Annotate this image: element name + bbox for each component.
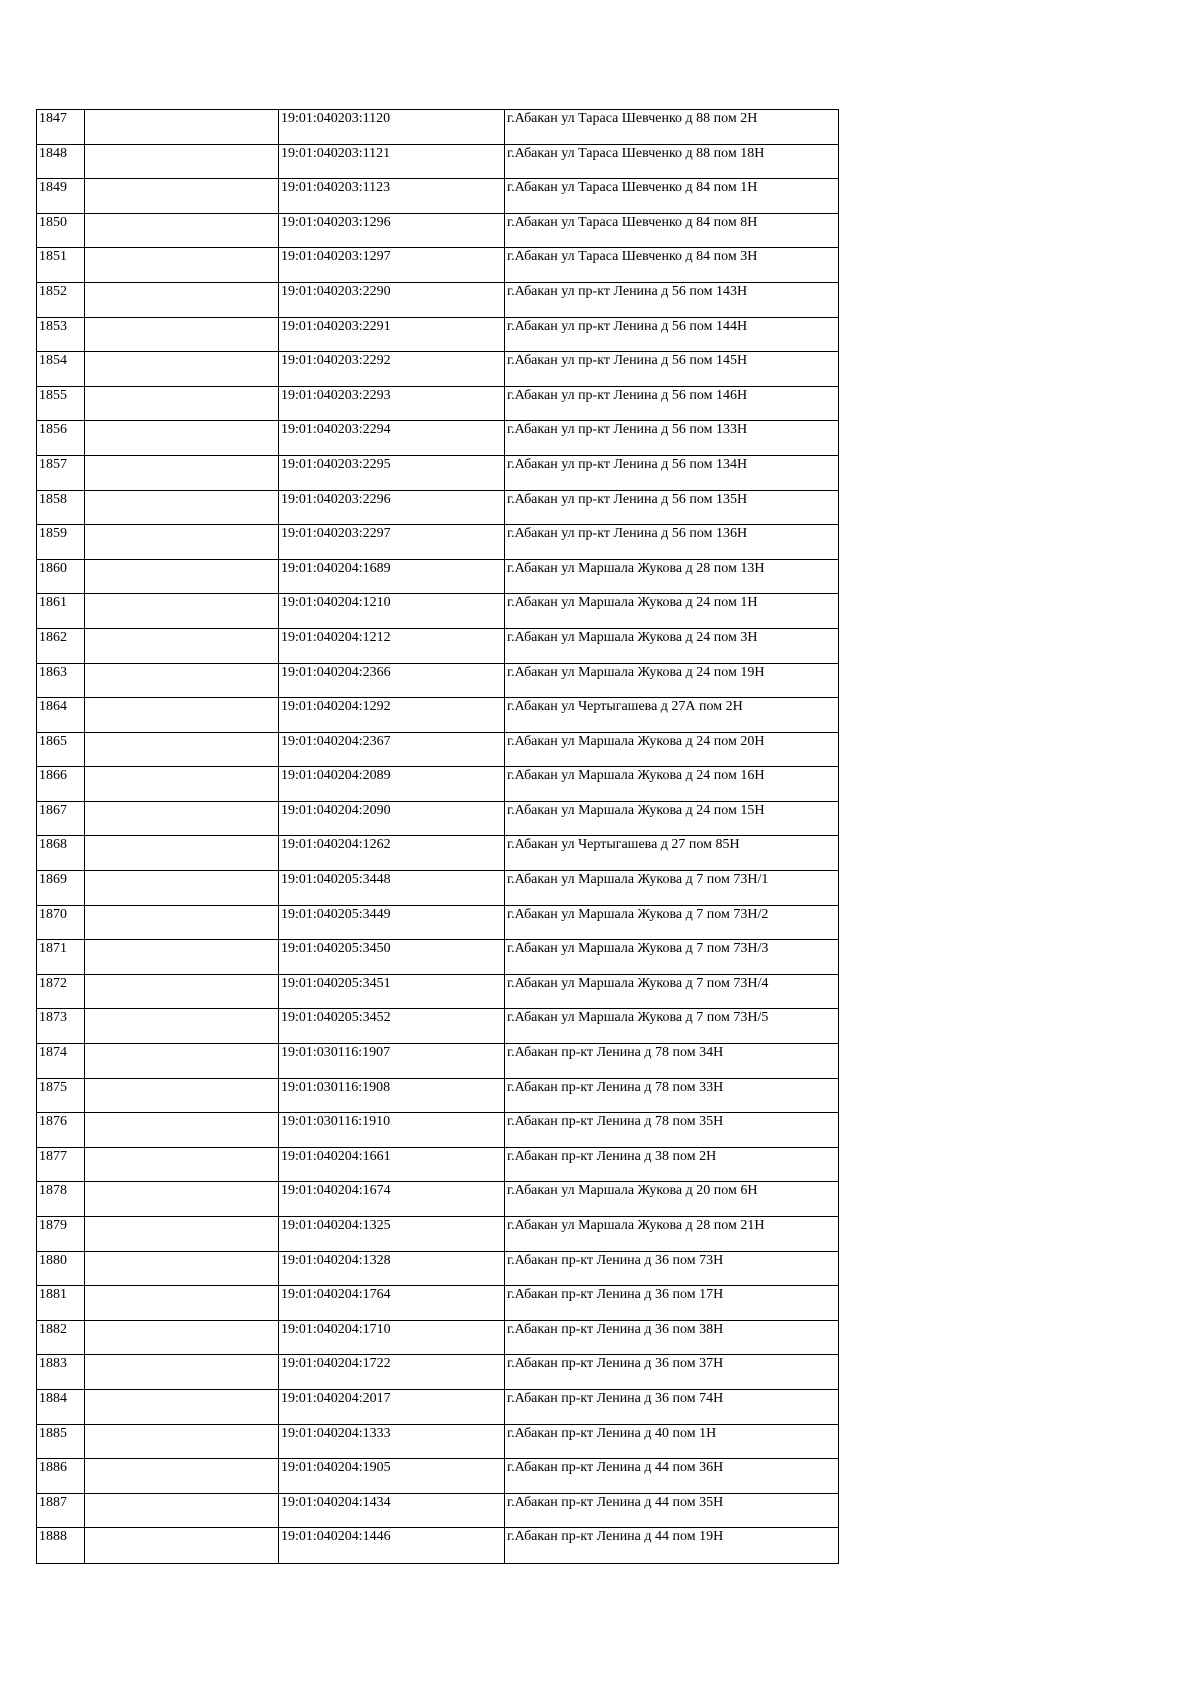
row-number-cell: 1873 [37, 1009, 85, 1044]
table-row [37, 905, 839, 940]
owner-cell [85, 628, 279, 663]
cadastral-number-cell: 19:01:040203:1296 [279, 213, 505, 248]
owner-cell [85, 1286, 279, 1321]
address-cell: г.Абакан ул Тараса Шевченко д 84 пом 3Н [505, 248, 839, 283]
owner-cell [85, 871, 279, 906]
row-number-cell: 1887 [37, 1493, 85, 1528]
row-number-cell: 1867 [37, 801, 85, 836]
table-row [37, 110, 839, 145]
address-cell: г.Абакан ул Чертыгашева д 27А пом 2Н [505, 698, 839, 733]
owner-cell [85, 525, 279, 560]
cadastral-number-cell: 19:01:040204:2367 [279, 732, 505, 767]
row-number-cell: 1874 [37, 1044, 85, 1079]
address-cell: г.Абакан пр-кт Ленина д 44 пом 19Н [505, 1528, 839, 1564]
owner-cell [85, 1182, 279, 1217]
address-cell: г.Абакан ул Маршала Жукова д 28 пом 21Н [505, 1217, 839, 1252]
row-number-cell: 1871 [37, 940, 85, 975]
owner-cell [85, 179, 279, 214]
owner-cell [85, 1459, 279, 1494]
address-cell: г.Абакан ул пр-кт Ленина д 56 пом 135Н [505, 490, 839, 525]
table-row [37, 1182, 839, 1217]
address-cell: г.Абакан ул Тараса Шевченко д 84 пом 8Н [505, 213, 839, 248]
table-row [37, 179, 839, 214]
table-row [37, 1044, 839, 1079]
address-cell: г.Абакан ул Маршала Жукова д 7 пом 73Н/2 [505, 905, 839, 940]
row-number-cell: 1857 [37, 455, 85, 490]
cadastral-number-cell: 19:01:040205:3451 [279, 974, 505, 1009]
cadastral-number-cell: 19:01:040204:1674 [279, 1182, 505, 1217]
cadastral-number-cell: 19:01:040204:1262 [279, 836, 505, 871]
row-number-cell: 1872 [37, 974, 85, 1009]
owner-cell [85, 1528, 279, 1564]
row-number-cell: 1876 [37, 1113, 85, 1148]
owner-cell [85, 248, 279, 283]
cadastral-number-cell: 19:01:040204:1905 [279, 1459, 505, 1494]
table-row [37, 628, 839, 663]
address-cell: г.Абакан пр-кт Ленина д 36 пом 38Н [505, 1320, 839, 1355]
cadastral-number-cell: 19:01:040203:2293 [279, 386, 505, 421]
cadastral-number-cell: 19:01:040205:3448 [279, 871, 505, 906]
table-row [37, 1424, 839, 1459]
row-number-cell: 1856 [37, 421, 85, 456]
table-row [37, 352, 839, 387]
owner-cell [85, 940, 279, 975]
cadastral-number-cell: 19:01:040204:1434 [279, 1493, 505, 1528]
owner-cell [85, 1044, 279, 1079]
cadastral-number-cell: 19:01:040204:1212 [279, 628, 505, 663]
address-cell: г.Абакан пр-кт Ленина д 40 пом 1Н [505, 1424, 839, 1459]
table-row [37, 386, 839, 421]
owner-cell [85, 801, 279, 836]
address-cell: г.Абакан ул Чертыгашева д 27 пом 85Н [505, 836, 839, 871]
table-row [37, 1217, 839, 1252]
address-cell: г.Абакан ул Маршала Жукова д 7 пом 73Н/5 [505, 1009, 839, 1044]
row-number-cell: 1865 [37, 732, 85, 767]
address-cell: г.Абакан пр-кт Ленина д 44 пом 36Н [505, 1459, 839, 1494]
owner-cell [85, 1424, 279, 1459]
address-cell: г.Абакан пр-кт Ленина д 78 пом 34Н [505, 1044, 839, 1079]
row-number-cell: 1860 [37, 559, 85, 594]
address-cell: г.Абакан ул пр-кт Ленина д 56 пом 145Н [505, 352, 839, 387]
owner-cell [85, 1493, 279, 1528]
cadastral-number-cell: 19:01:040203:2290 [279, 282, 505, 317]
owner-cell [85, 110, 279, 145]
owner-cell [85, 213, 279, 248]
cadastral-number-cell: 19:01:040203:1123 [279, 179, 505, 214]
owner-cell [85, 1147, 279, 1182]
row-number-cell: 1862 [37, 628, 85, 663]
address-cell: г.Абакан ул Маршала Жукова д 24 пом 15Н [505, 801, 839, 836]
address-cell: г.Абакан ул Тараса Шевченко д 88 пом 2Н [505, 110, 839, 145]
cadastral-number-cell: 19:01:040204:1764 [279, 1286, 505, 1321]
owner-cell [85, 698, 279, 733]
owner-cell [85, 317, 279, 352]
row-number-cell: 1847 [37, 110, 85, 145]
owner-cell [85, 767, 279, 802]
row-number-cell: 1888 [37, 1528, 85, 1564]
row-number-cell: 1882 [37, 1320, 85, 1355]
row-number-cell: 1870 [37, 905, 85, 940]
table-row [37, 1355, 839, 1390]
owner-cell [85, 732, 279, 767]
address-cell: г.Абакан ул Маршала Жукова д 24 пом 3Н [505, 628, 839, 663]
address-cell: г.Абакан пр-кт Ленина д 38 пом 2Н [505, 1147, 839, 1182]
row-number-cell: 1879 [37, 1217, 85, 1252]
address-cell: г.Абакан ул пр-кт Ленина д 56 пом 146Н [505, 386, 839, 421]
table-row [37, 1493, 839, 1528]
address-cell: г.Абакан пр-кт Ленина д 36 пом 73Н [505, 1251, 839, 1286]
table-row [37, 698, 839, 733]
address-cell: г.Абакан ул Маршала Жукова д 7 пом 73Н/1 [505, 871, 839, 906]
table-row [37, 282, 839, 317]
cadastral-number-cell: 19:01:040205:3450 [279, 940, 505, 975]
address-cell: г.Абакан ул пр-кт Ленина д 56 пом 133Н [505, 421, 839, 456]
address-cell: г.Абакан ул пр-кт Ленина д 56 пом 136Н [505, 525, 839, 560]
owner-cell [85, 1009, 279, 1044]
row-number-cell: 1869 [37, 871, 85, 906]
owner-cell [85, 1320, 279, 1355]
table-row [37, 490, 839, 525]
address-cell: г.Абакан ул Тараса Шевченко д 88 пом 18Н [505, 144, 839, 179]
registry-table-body [37, 110, 839, 1564]
row-number-cell: 1877 [37, 1147, 85, 1182]
table-row [37, 1251, 839, 1286]
table-row [37, 559, 839, 594]
row-number-cell: 1875 [37, 1078, 85, 1113]
owner-cell [85, 421, 279, 456]
address-cell: г.Абакан пр-кт Ленина д 44 пом 35Н [505, 1493, 839, 1528]
cadastral-number-cell: 19:01:040204:1325 [279, 1217, 505, 1252]
owner-cell [85, 1217, 279, 1252]
cadastral-number-cell: 19:01:040203:2295 [279, 455, 505, 490]
address-cell: г.Абакан ул Тараса Шевченко д 84 пом 1Н [505, 179, 839, 214]
cadastral-number-cell: 19:01:040204:1722 [279, 1355, 505, 1390]
address-cell: г.Абакан пр-кт Ленина д 78 пом 33Н [505, 1078, 839, 1113]
table-row [37, 1286, 839, 1321]
owner-cell [85, 282, 279, 317]
owner-cell [85, 836, 279, 871]
table-row [37, 1389, 839, 1424]
address-cell: г.Абакан ул пр-кт Ленина д 56 пом 143Н [505, 282, 839, 317]
address-cell: г.Абакан ул Маршала Жукова д 24 пом 1Н [505, 594, 839, 629]
address-cell: г.Абакан ул Маршала Жукова д 7 пом 73Н/3 [505, 940, 839, 975]
cadastral-number-cell: 19:01:040204:2017 [279, 1389, 505, 1424]
table-row [37, 213, 839, 248]
table-row [37, 317, 839, 352]
owner-cell [85, 490, 279, 525]
table-row [37, 732, 839, 767]
owner-cell [85, 559, 279, 594]
row-number-cell: 1866 [37, 767, 85, 802]
row-number-cell: 1884 [37, 1389, 85, 1424]
table-row [37, 594, 839, 629]
table-row [37, 525, 839, 560]
cadastral-number-cell: 19:01:040203:2292 [279, 352, 505, 387]
cadastral-number-cell: 19:01:040204:1292 [279, 698, 505, 733]
owner-cell [85, 594, 279, 629]
owner-cell [85, 1078, 279, 1113]
table-row [37, 1009, 839, 1044]
cadastral-number-cell: 19:01:040203:1120 [279, 110, 505, 145]
table-row [37, 455, 839, 490]
address-cell: г.Абакан пр-кт Ленина д 36 пом 74Н [505, 1389, 839, 1424]
address-cell: г.Абакан пр-кт Ленина д 36 пом 37Н [505, 1355, 839, 1390]
address-cell: г.Абакан пр-кт Ленина д 36 пом 17Н [505, 1286, 839, 1321]
address-cell: г.Абакан ул Маршала Жукова д 24 пом 20Н [505, 732, 839, 767]
row-number-cell: 1878 [37, 1182, 85, 1217]
owner-cell [85, 1251, 279, 1286]
cadastral-number-cell: 19:01:040204:1333 [279, 1424, 505, 1459]
cadastral-number-cell: 19:01:040204:1710 [279, 1320, 505, 1355]
cadastral-number-cell: 19:01:040203:1121 [279, 144, 505, 179]
address-cell: г.Абакан ул пр-кт Ленина д 56 пом 144Н [505, 317, 839, 352]
table-row [37, 940, 839, 975]
table-row [37, 974, 839, 1009]
table-row [37, 1078, 839, 1113]
owner-cell [85, 386, 279, 421]
cadastral-number-cell: 19:01:040203:2291 [279, 317, 505, 352]
row-number-cell: 1852 [37, 282, 85, 317]
table-row [37, 767, 839, 802]
cadastral-number-cell: 19:01:040203:1297 [279, 248, 505, 283]
table-row [37, 1459, 839, 1494]
property-registry-table [36, 109, 839, 1564]
row-number-cell: 1861 [37, 594, 85, 629]
cadastral-number-cell: 19:01:040203:2294 [279, 421, 505, 456]
cadastral-number-cell: 19:01:040204:1661 [279, 1147, 505, 1182]
table-row [37, 1320, 839, 1355]
address-cell: г.Абакан пр-кт Ленина д 78 пом 35Н [505, 1113, 839, 1148]
table-row [37, 1528, 839, 1564]
table-row [37, 248, 839, 283]
address-cell: г.Абакан ул пр-кт Ленина д 56 пом 134Н [505, 455, 839, 490]
cadastral-number-cell: 19:01:030116:1908 [279, 1078, 505, 1113]
row-number-cell: 1881 [37, 1286, 85, 1321]
owner-cell [85, 1389, 279, 1424]
owner-cell [85, 905, 279, 940]
cadastral-number-cell: 19:01:040204:2366 [279, 663, 505, 698]
owner-cell [85, 352, 279, 387]
cadastral-number-cell: 19:01:040205:3452 [279, 1009, 505, 1044]
cadastral-number-cell: 19:01:040203:2296 [279, 490, 505, 525]
cadastral-number-cell: 19:01:040205:3449 [279, 905, 505, 940]
address-cell: г.Абакан ул Маршала Жукова д 20 пом 6Н [505, 1182, 839, 1217]
row-number-cell: 1849 [37, 179, 85, 214]
owner-cell [85, 144, 279, 179]
address-cell: г.Абакан ул Маршала Жукова д 7 пом 73Н/4 [505, 974, 839, 1009]
row-number-cell: 1864 [37, 698, 85, 733]
row-number-cell: 1868 [37, 836, 85, 871]
row-number-cell: 1886 [37, 1459, 85, 1494]
cadastral-number-cell: 19:01:040203:2297 [279, 525, 505, 560]
row-number-cell: 1853 [37, 317, 85, 352]
cadastral-number-cell: 19:01:040204:1210 [279, 594, 505, 629]
row-number-cell: 1863 [37, 663, 85, 698]
owner-cell [85, 974, 279, 1009]
table-row [37, 1147, 839, 1182]
row-number-cell: 1858 [37, 490, 85, 525]
cadastral-number-cell: 19:01:040204:1446 [279, 1528, 505, 1564]
address-cell: г.Абакан ул Маршала Жукова д 24 пом 16Н [505, 767, 839, 802]
row-number-cell: 1854 [37, 352, 85, 387]
row-number-cell: 1848 [37, 144, 85, 179]
cadastral-number-cell: 19:01:040204:1328 [279, 1251, 505, 1286]
address-cell: г.Абакан ул Маршала Жукова д 28 пом 13Н [505, 559, 839, 594]
table-row [37, 1113, 839, 1148]
table-row [37, 801, 839, 836]
owner-cell [85, 663, 279, 698]
row-number-cell: 1851 [37, 248, 85, 283]
cadastral-number-cell: 19:01:030116:1910 [279, 1113, 505, 1148]
table-row [37, 871, 839, 906]
owner-cell [85, 1113, 279, 1148]
row-number-cell: 1855 [37, 386, 85, 421]
row-number-cell: 1885 [37, 1424, 85, 1459]
owner-cell [85, 455, 279, 490]
row-number-cell: 1850 [37, 213, 85, 248]
cadastral-number-cell: 19:01:040204:2090 [279, 801, 505, 836]
table-row [37, 836, 839, 871]
owner-cell [85, 1355, 279, 1390]
row-number-cell: 1859 [37, 525, 85, 560]
table-row [37, 421, 839, 456]
cadastral-number-cell: 19:01:040204:1689 [279, 559, 505, 594]
cadastral-number-cell: 19:01:030116:1907 [279, 1044, 505, 1079]
row-number-cell: 1880 [37, 1251, 85, 1286]
table-row [37, 663, 839, 698]
row-number-cell: 1883 [37, 1355, 85, 1390]
address-cell: г.Абакан ул Маршала Жукова д 24 пом 19Н [505, 663, 839, 698]
table-row [37, 144, 839, 179]
cadastral-number-cell: 19:01:040204:2089 [279, 767, 505, 802]
